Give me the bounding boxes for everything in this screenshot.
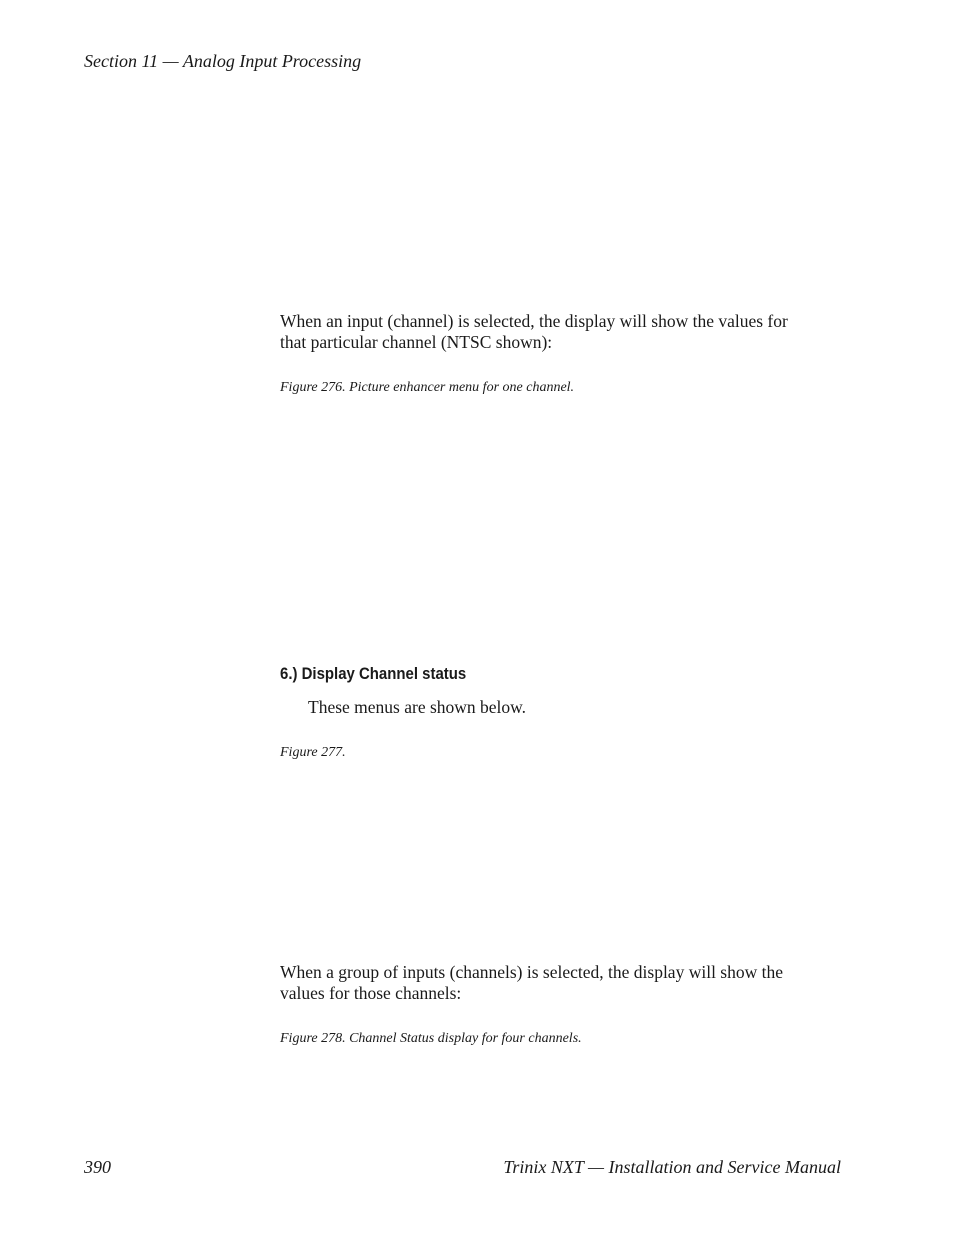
paragraph-line: When a group of inputs (channels) is selected, the display will show the: [280, 962, 784, 982]
figure-278-caption: Figure 278. Channel Status display for four channels.: [280, 1031, 582, 1046]
paragraph-line: that particular channel (NTSC shown):: [280, 332, 553, 352]
figure-277-caption: Figure 277.: [280, 745, 346, 760]
manual-title-footer: Trinix NXT — Installation and Service Manual: [503, 1157, 841, 1177]
running-head: Section 11 — Analog Input Processing: [84, 51, 362, 71]
paragraph-line: When an input (channel) is selected, the display will show the values for: [280, 311, 788, 331]
page-number: 390: [84, 1157, 111, 1177]
paragraph-line: values for those channels:: [280, 983, 462, 1003]
paragraph-group-selected: [280, 962, 783, 1004]
figure-276-caption: Figure 276. Picture enhancer menu for one channel.: [280, 380, 575, 395]
paragraph-channel-selected: [280, 311, 788, 353]
section-heading-display-channel-status: 6.) Display Channel status: [280, 664, 467, 683]
paragraph-menus-shown: These menus are shown below.: [308, 697, 527, 717]
